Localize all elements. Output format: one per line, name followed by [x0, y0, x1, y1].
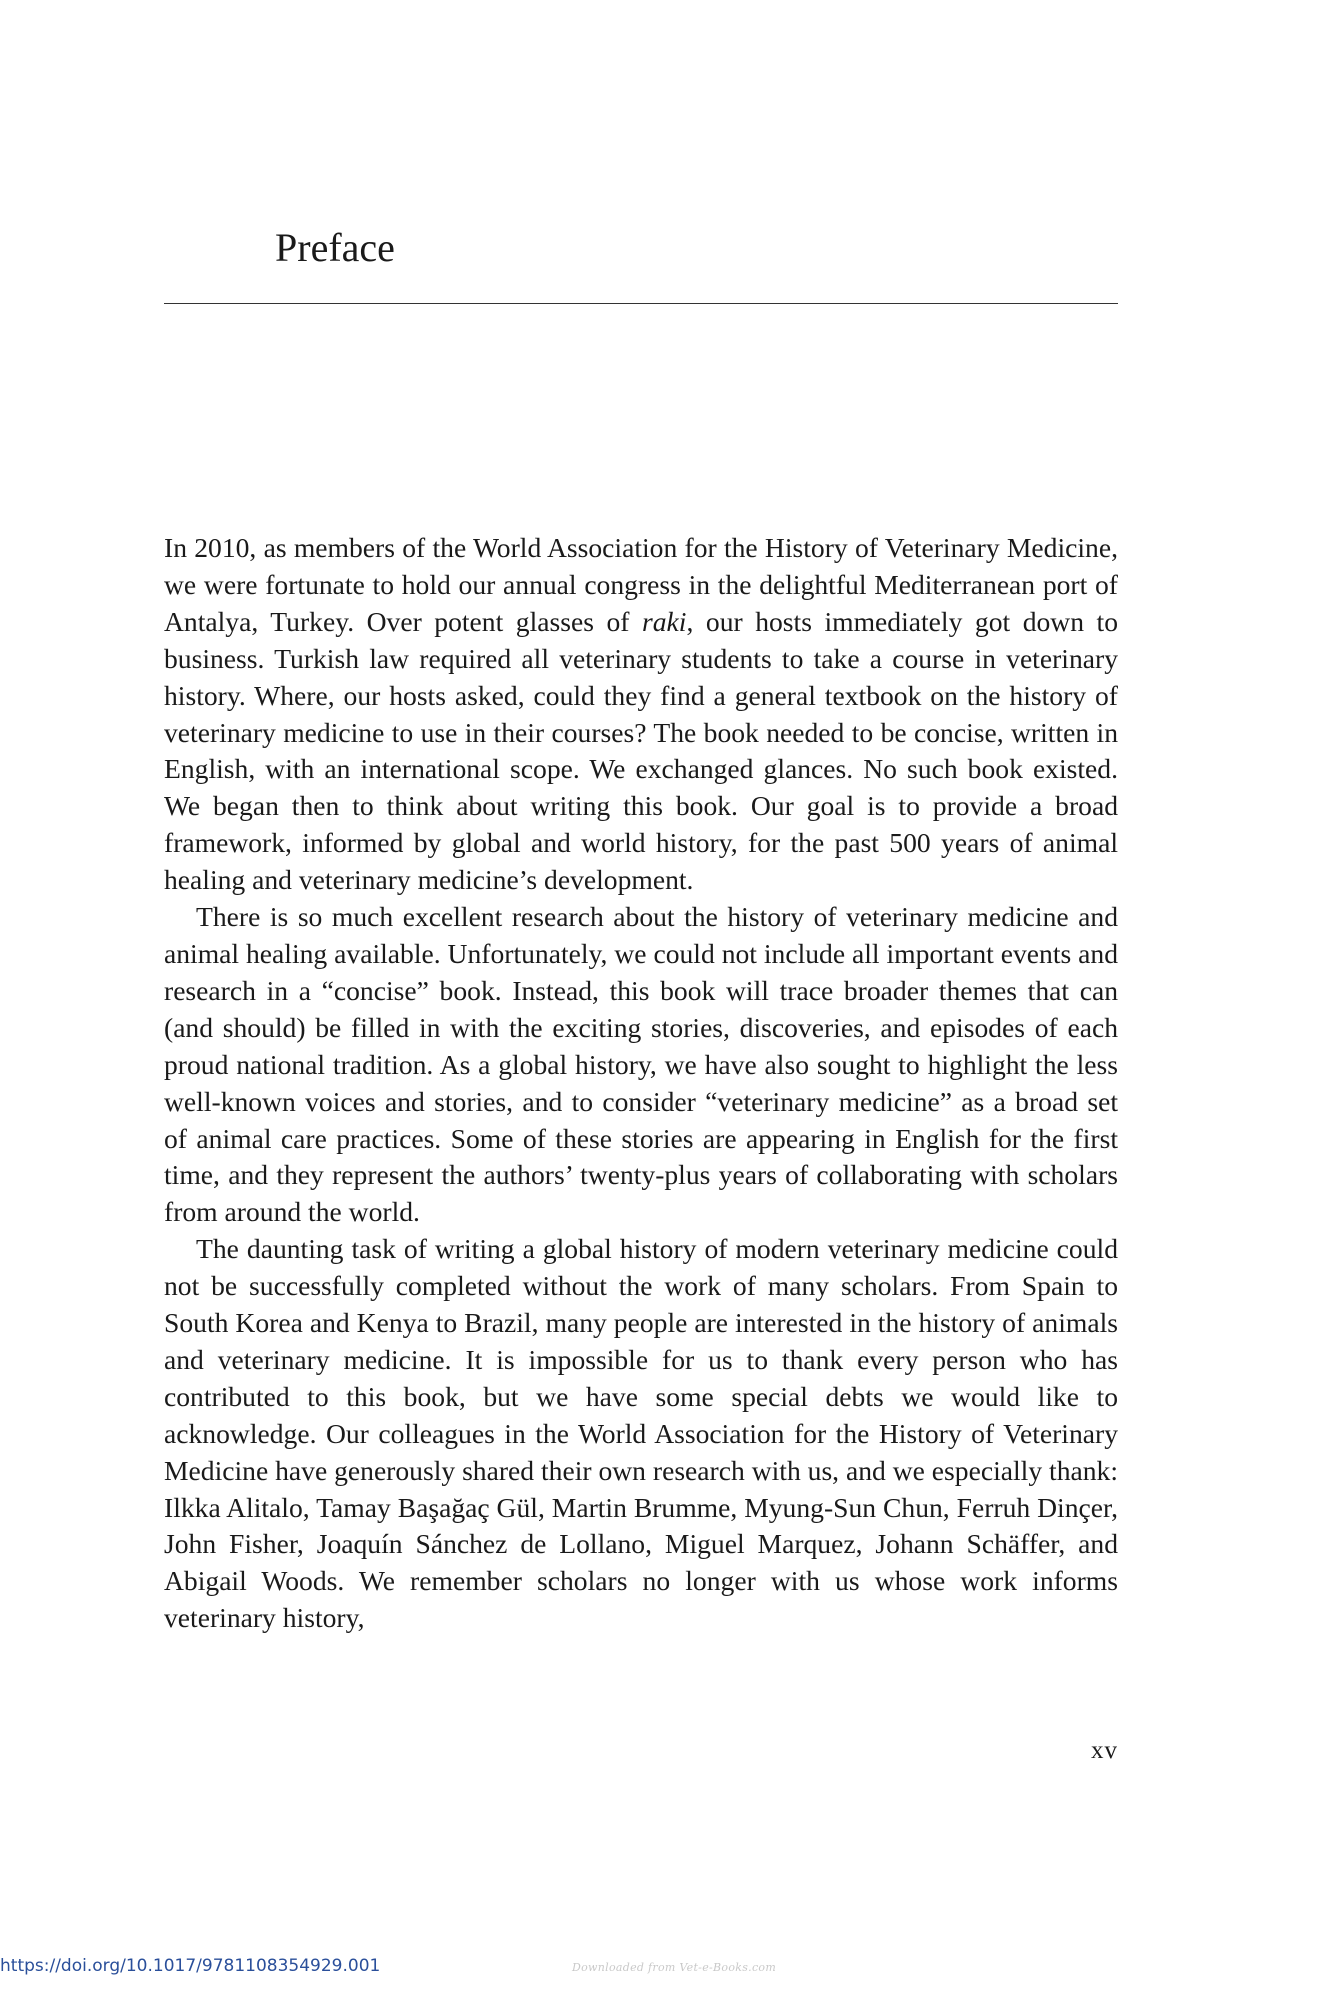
paragraph-1 [164, 530, 1118, 899]
title-divider [164, 303, 1118, 304]
paragraph-1-text-a: In 2010, as members of the World Association for the History of Veterinary Medicine, we were fortunate to hold our annual congress in the delightful Mediterranean port of Antalya, Turkey. Over potent glasses of [164, 532, 1118, 637]
paragraph-2: There is so much excellent research about the history of veterinary medicine and animal healing available. Unfortunately, we could not include all important events and research in a “concise” book. Instead, this book will trace broader themes that can (and should) be filled in with the exciting stories, discoveries, and episodes of each proud national tradition. As a global history, we have also sought to highlight the less well-known voices and stories, and to consider “veterinary medicine” as a broad set of animal care practices. Some of these stories are appearing in English for the first time, and they represent the authors’ twenty-plus years of collaborating with scholars from around the world. [164, 901, 1118, 1228]
paragraph-3: The daunting task of writing a global history of modern veterinary medicine could not be successfully completed without the work of many scholars. From Spain to South Korea and Kenya to Brazil, many people are interested in the history of animals and veterinary medicine. It is impossible for us to thank every person who has contributed to this book, but we have some special debts we would like to acknowledge. Our colleagues in the World Association for the History of Veterinary Medicine have generously shared their own research with us, and we especially thank: Ilkka Alitalo, Tamay Başağaç Gül, Martin Brumme, Myung-Sun Chun, Ferruh Dinçer, John Fisher, Joaquín Sánchez de Lollano, Miguel Marquez, Johann Schäffer, and Abigail Woods. We remember scholars no longer with us whose work informs veterinary history, [164, 1233, 1118, 1634]
chapter-title: Preface [275, 225, 395, 270]
body-text [164, 530, 1118, 1637]
paragraph-1-text-b: , our hosts immediately got down to business. Turkish law required all veterinary students to take a course in veterinary history. Where, our hosts asked, could they find a general textbook on the history of veterinary medicine to use in their courses? The book needed to be concise, written in English, with an international scope. We exchanged glances. No such book existed. We began then to think about writing this book. Our goal is to provide a broad framework, informed by global and world history, for the past 500 years of animal healing and veterinary medicine’s development. [164, 605, 1119, 896]
page-number: xv [1091, 1737, 1118, 1764]
italic-term: raki [642, 605, 687, 637]
watermark: Downloaded from Vet-e-Books.com [572, 1961, 777, 1974]
doi-link[interactable]: https://doi.org/10.1017/9781108354929.001 [0, 1956, 381, 1976]
